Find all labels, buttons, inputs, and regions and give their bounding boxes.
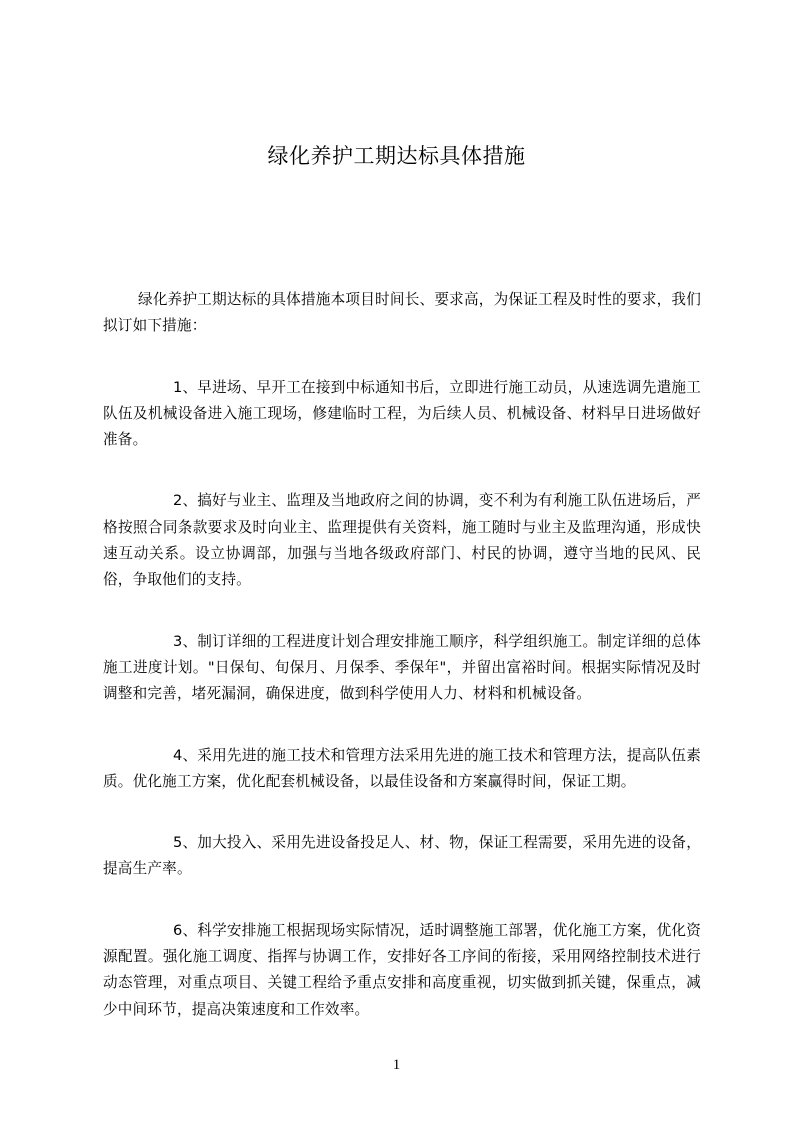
page-number: 1 — [392, 1057, 401, 1073]
measure-item — [103, 629, 701, 708]
measure-number: 2、 — [173, 492, 198, 510]
measure-text: 搞好与业主、监理及当地政府之间的协调，变不利为有利施工队伍进场后，严格按照合同条款要求及时向业主、监理提供有关资料，施工随时与业主及监理沟通，形成快速互动关系。设立协调部，加强与当地各级政府部门、村民的协调，遵守当地的民风、民俗，争取他们的支持。 — [103, 492, 701, 589]
measure-item — [103, 375, 701, 454]
document-body — [103, 287, 701, 1058]
measure-number: 5、 — [173, 834, 198, 852]
measure-item — [103, 488, 701, 593]
measure-text: 科学安排施工根据现场实际情况，适时调整施工部署，优化施工方案，优化资源配置。强化施工调度、指挥与协调工作，安排好各工序间的衔接，采用网络控制技术进行动态管理，对重点项目、关键工程给予重点安排和高度重视，切实做到抓关键，保重点，减少中间环节，提高决策速度和工作效率。 — [103, 921, 701, 1018]
measure-number: 1、 — [173, 378, 198, 396]
document-title: 绿化养护工期达标具体措施 — [267, 144, 526, 168]
measure-item — [103, 830, 701, 883]
measure-item — [103, 918, 701, 1023]
intro-paragraph: 绿化养护工期达标的具体措施本项目时间长、要求高，为保证工程及时性的要求，我们拟订如下措施： — [103, 291, 701, 335]
measure-text: 早进场、早开工在接到中标通知书后，立即进行施工动员，从速选调先遣施工队伍及机械设备进入施工现场，修建临时工程，为后续人员、机械设备、材料早日进场做好准备。 — [103, 378, 701, 449]
measure-text: 加大投入、采用先进设备投足人、材、物，保证工程需要，采用先进的设备，提高生产率。 — [103, 834, 701, 878]
measure-text: 制订详细的工程进度计划合理安排施工顺序，科学组织施工。制定详细的总体施工进度计划。"日保旬、旬保月、月保季、季保年"，并留出富裕时间。根据实际情况及时调整和完善，堵死漏洞，确保进度，做到科学使用人力、材料和机械设备。 — [103, 632, 701, 703]
measure-number: 4、 — [173, 746, 198, 764]
measure-text: 采用先进的施工技术和管理方法采用先进的施工技术和管理方法，提高队伍素质。优化施工方案，优化配套机械设备，以最佳设备和方案赢得时间，保证工期。 — [103, 746, 701, 790]
measure-number: 3、 — [173, 632, 198, 650]
measure-item — [103, 743, 701, 796]
measure-number: 6、 — [173, 921, 198, 939]
